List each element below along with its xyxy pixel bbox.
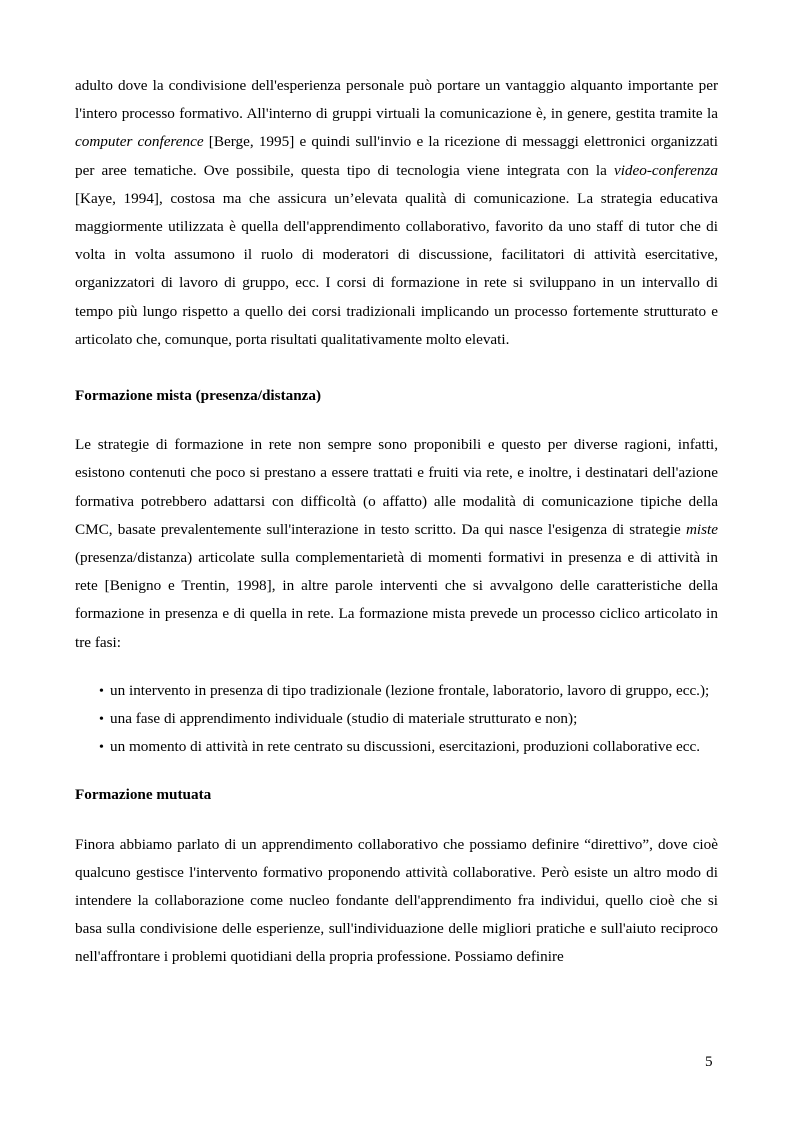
bullet-icon [99,705,104,734]
bullet-icon [99,677,104,706]
term-computer-conference: computer conference [75,133,204,151]
section-heading-mutuata: Formazione mutuata [75,786,212,804]
paragraph-text: (presenza/distanza) articolate sulla complementarietà di momenti formativi in presenza e di attività in rete [Benigno e Trentin, 1998], in altre parole interventi che si avvalgono delle caratteristiche della formazione in presenza e di quella in rete. La formazione mista prevede un processo ciclico articolato in tre fasi: [75,549,718,651]
page-number: 5 [705,1053,713,1070]
paragraph-text: Le strategie di formazione in rete non sempre sono proponibili e questo per diverse ragioni, infatti, esistono contenuti che poco si prestano a essere trattati e fruiti via rete, e inoltre, i destinatari dell'azione formativa potrebbero adattarsi con difficoltà (o affatto) alle modalità di comunicazione tipiche della CMC, basate prevalentemente sull'interazione in testo scritto. Da qui nasce l'esigenza di strategie [75,436,718,538]
list-item-text: una fase di apprendimento individuale (studio di materiale strutturato e non); [110,710,578,728]
list-item-text: un momento di attività in rete centrato su discussioni, esercitazioni, produzioni collaborative ecc. [110,738,701,756]
document-page [75,72,718,972]
term-miste: miste [685,520,718,538]
list-item [75,705,718,733]
paragraph-continuation [75,72,718,354]
paragraph-text: [Berge, 1995] e quindi sull'invio e la ricezione di messaggi elettronici organizzati per aree tematiche. Ove possibile, questa tipo di tecnologia viene integrata con la [75,133,718,179]
paragraph-mutuata: Finora abbiamo parlato di un apprendimento collaborativo che possiamo definire “direttivo”, dove cioè qualcuno gestisce l'intervento formativo proponendo attività collaborative. Però esiste un altro modo di intendere la collaborazione come nucleo fondante dell'apprendimento fra individui, quello cioè che si basa sulla condivisione delle esperienze, sull'individuazione delle migliori pratiche e sull'aiuto reciproco nell'affrontare i problemi quotidiani della propria professione. Possiamo definire [75,835,718,966]
paragraph-text: [Kaye, 1994], costosa ma che assicura un’elevata qualità di comunicazione. La strategia educativa maggiormente utilizzata è quella dell'apprendimento collaborativo, favorito da uno staff di tutor che di volta in volta assumono il ruolo di moderatori di discussione, facilitatori di attività esercitative, organizzatori di lavoro di gruppo, ecc. I corsi di formazione in rete si sviluppano in un intervallo di tempo più lungo rispetto a quello dei corsi tradizionali implicando un processo fortemente strutturato e articolato che, comunque, porta risultati qualitativamente molto elevati. [75,189,718,348]
bullet-icon [99,733,104,762]
phase-list [75,677,718,762]
paragraph-text: adulto dove la condivisione dell'esperienza personale può portare un vantaggio alquanto importante per l'intero processo formativo. All'interno di gruppi virtuali la comunicazione è, in genere, gestita tramite la [75,77,718,123]
list-item [75,677,718,705]
list-item-text: un intervento in presenza di tipo tradizionale (lezione frontale, laboratorio, lavoro di gruppo, ecc.); [110,681,710,699]
paragraph-mista [75,431,718,657]
section-heading-mista: Formazione mista (presenza/distanza) [75,387,322,405]
term-video-conferenza: video-conferenza [613,161,718,179]
list-item [75,733,718,761]
